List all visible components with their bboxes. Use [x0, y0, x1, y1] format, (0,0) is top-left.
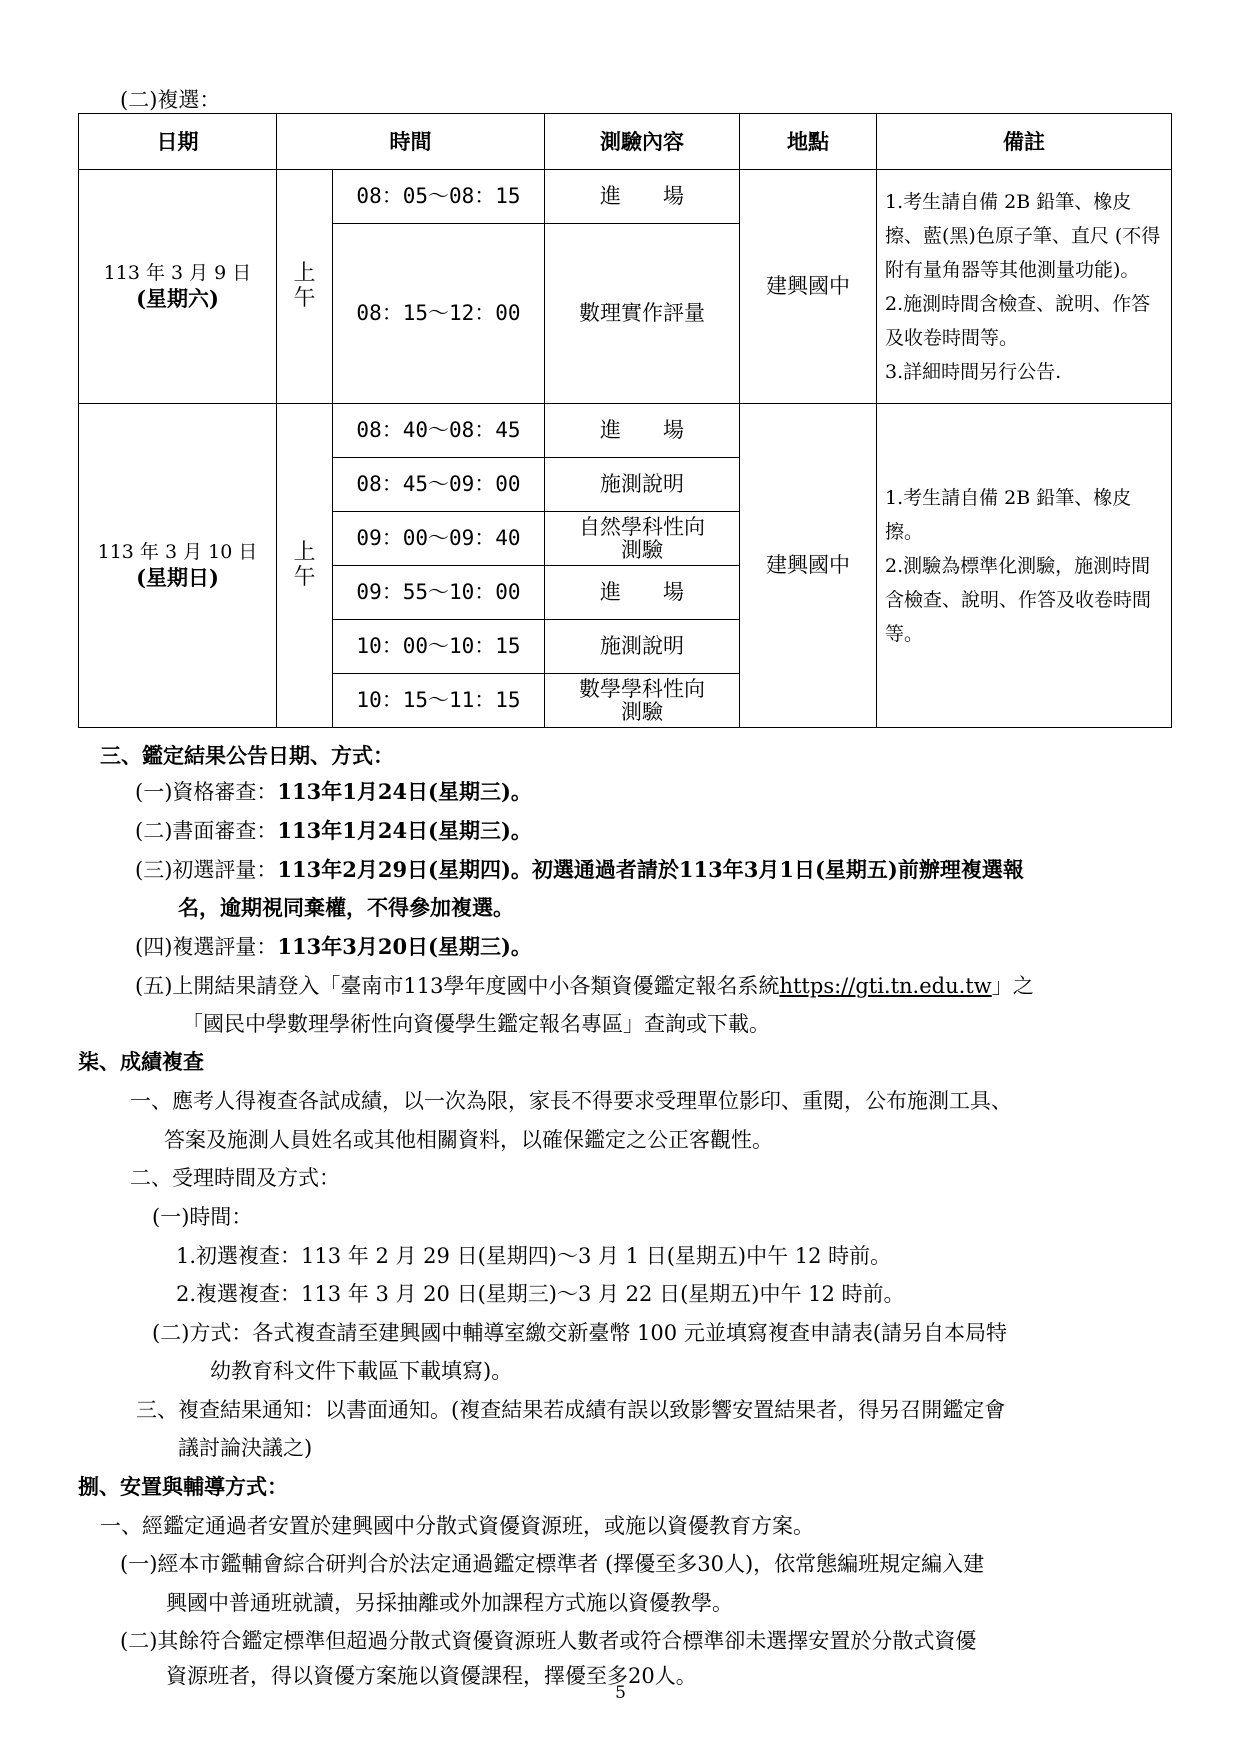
- section-b-title: (二)複選：: [120, 88, 221, 112]
- day1-weekday: (星期六): [136, 286, 219, 312]
- day2-ampm: 上午: [277, 404, 333, 728]
- sec3-title: 三、鑑定結果公告日期、方式：: [100, 743, 394, 768]
- day2-time-5: 10：00～10：15: [333, 620, 545, 674]
- page-number: 5: [615, 1683, 626, 1703]
- header-content: 測驗內容: [545, 114, 740, 170]
- sec3-item-5: (五)上開結果請登入「臺南市113學年度國中小各類資優鑑定報名系統https://gti.tn.edu.tw」之: [135, 974, 1034, 998]
- sec7-p2-1: (一)時間：: [152, 1205, 253, 1229]
- sec3-item-2: (二)書面審查：113年1月24日(星期三)。: [135, 818, 532, 843]
- sec3-item-4: (四)複選評量：113年3月20日(星期三)。: [135, 934, 532, 959]
- day1-content-1: 進 場: [545, 170, 740, 224]
- day1-note-3: 3.詳細時間另行公告.: [885, 360, 1062, 383]
- table-header-row: [79, 114, 1172, 170]
- sec7-p2: 二、受理時間及方式：: [130, 1166, 340, 1190]
- header-notes: 備註: [877, 114, 1172, 170]
- sec8-p1-1-cont: 興國中普通班就讀，另採抽離或外加課程方式施以資優教學。: [166, 1591, 733, 1615]
- day1-note-1: 1.考生請自備 2B 鉛筆、橡皮擦、藍(黑)色原子筆、直尺 (不得附有量角器等其他測量功能)。: [885, 190, 1161, 281]
- sec7-p1: 一、應考人得複查各試成績，以一次為限，家長不得要求受理單位影印、重閱，公布施測工具、: [130, 1089, 1012, 1113]
- sec7-title: 柒、成績複查: [78, 1049, 204, 1074]
- day1-ampm: 上午: [277, 170, 333, 404]
- day2-date-cell: [79, 404, 277, 728]
- schedule-table: [78, 113, 1172, 728]
- header-location: 地點: [740, 114, 877, 170]
- day1-location: 建興國中: [740, 170, 877, 404]
- sec3-item-5-cont: 「國民中學數理學術性向資優學生鑑定報名專區」查詢或下載。: [182, 1012, 770, 1036]
- day2-content-1: 進 場: [545, 404, 740, 458]
- day2-content-5: 施測說明: [545, 620, 740, 674]
- sec7-p3: 三、複查結果通知：以書面通知。(複查結果若成績有誤以致影響安置結果者，得另召開鑑定會: [136, 1398, 1006, 1422]
- day1-date: 113 年 3 月 9 日: [103, 261, 252, 284]
- day2-weekday: (星期日): [136, 565, 219, 591]
- day2-time-4: 09：55～10：00: [333, 566, 545, 620]
- table-row: [79, 170, 1172, 224]
- sec3-item-3-cont: 名，逾期視同棄權，不得參加複選。: [178, 895, 514, 920]
- table-row: [79, 404, 1172, 458]
- sec7-p1-cont: 答案及施測人員姓名或其他相關資料，以確保鑑定之公正客觀性。: [164, 1128, 773, 1152]
- sec8-p1-1: (一)經本市鑑輔會綜合研判合於法定通過鑑定標準者 (擇優至多30人)，依常態編班規定編入建: [120, 1552, 985, 1576]
- sec8-title: 捌、安置與輔導方式：: [78, 1474, 288, 1499]
- sec3-item-1: (一)資格審查：113年1月24日(星期三)。: [135, 779, 532, 804]
- day2-note-1: 1.考生請自備 2B 鉛筆、橡皮擦。: [885, 486, 1132, 543]
- day1-time-2: 08：15～12：00: [333, 224, 545, 404]
- sec7-p2-1a: 1.初選複查：113 年 2 月 29 日(星期四)～3 月 1 日(星期五)中午 12 時前。: [176, 1244, 892, 1268]
- day2-time-3: 09：00～09：40: [333, 512, 545, 566]
- header-date: 日期: [79, 114, 277, 170]
- day2-time-1: 08：40～08：45: [333, 404, 545, 458]
- sec3-item-3: (三)初選評量：113年2月29日(星期四)。初選通過者請於113年3月1日(星期五)前辦理複選報: [135, 857, 1024, 882]
- sec8-p1-2: (二)其餘符合鑑定標準但超過分散式資優資源班人數者或符合標準卻未選擇安置於分散式資優: [120, 1629, 977, 1653]
- sec7-p3-cont: 議討論決議之): [178, 1436, 313, 1460]
- day2-notes: [877, 404, 1172, 728]
- sec8-p1: 一、經鑑定通過者安置於建興國中分散式資優資源班，或施以資優教育方案。: [100, 1514, 814, 1538]
- day1-notes: [877, 170, 1172, 404]
- day2-time-6: 10：15～11：15: [333, 674, 545, 728]
- day1-content-2: 數理實作評量: [545, 224, 740, 404]
- day1-date-cell: [79, 170, 277, 404]
- gti-link[interactable]: https://gti.tn.edu.tw: [779, 974, 992, 998]
- day2-content-6: 數學學科性向測驗: [545, 674, 740, 728]
- sec8-p1-2-cont: 資源班者，得以資優方案施以資優課程，擇優至多20人。: [166, 1664, 697, 1688]
- day2-date: 113 年 3 月 10 日: [97, 540, 258, 563]
- day1-note-2: 2.施測時間含檢查、說明、作答及收卷時間等。: [885, 292, 1151, 349]
- day2-time-2: 08：45～09：00: [333, 458, 545, 512]
- header-time: 時間: [277, 114, 545, 170]
- sec7-p2-2: (二)方式：各式複查請至建興國中輔導室繳交新臺幣 100 元並填寫複查申請表(請另自本局特: [152, 1321, 1008, 1345]
- day2-content-3: 自然學科性向測驗: [545, 512, 740, 566]
- day2-note-2: 2.測驗為標準化測驗，施測時間含檢查、說明、作答及收卷時間等。: [885, 554, 1152, 645]
- day1-time-1: 08：05～08：15: [333, 170, 545, 224]
- day2-location: 建興國中: [740, 404, 877, 728]
- sec7-p2-2-cont: 幼教育科文件下載區下載填寫)。: [210, 1359, 513, 1383]
- sec7-p2-1b: 2.複選複查：113 年 3 月 20 日(星期三)～3 月 22 日(星期五)中午 12 時前。: [176, 1282, 905, 1306]
- day2-content-4: 進 場: [545, 566, 740, 620]
- day2-content-2: 施測說明: [545, 458, 740, 512]
